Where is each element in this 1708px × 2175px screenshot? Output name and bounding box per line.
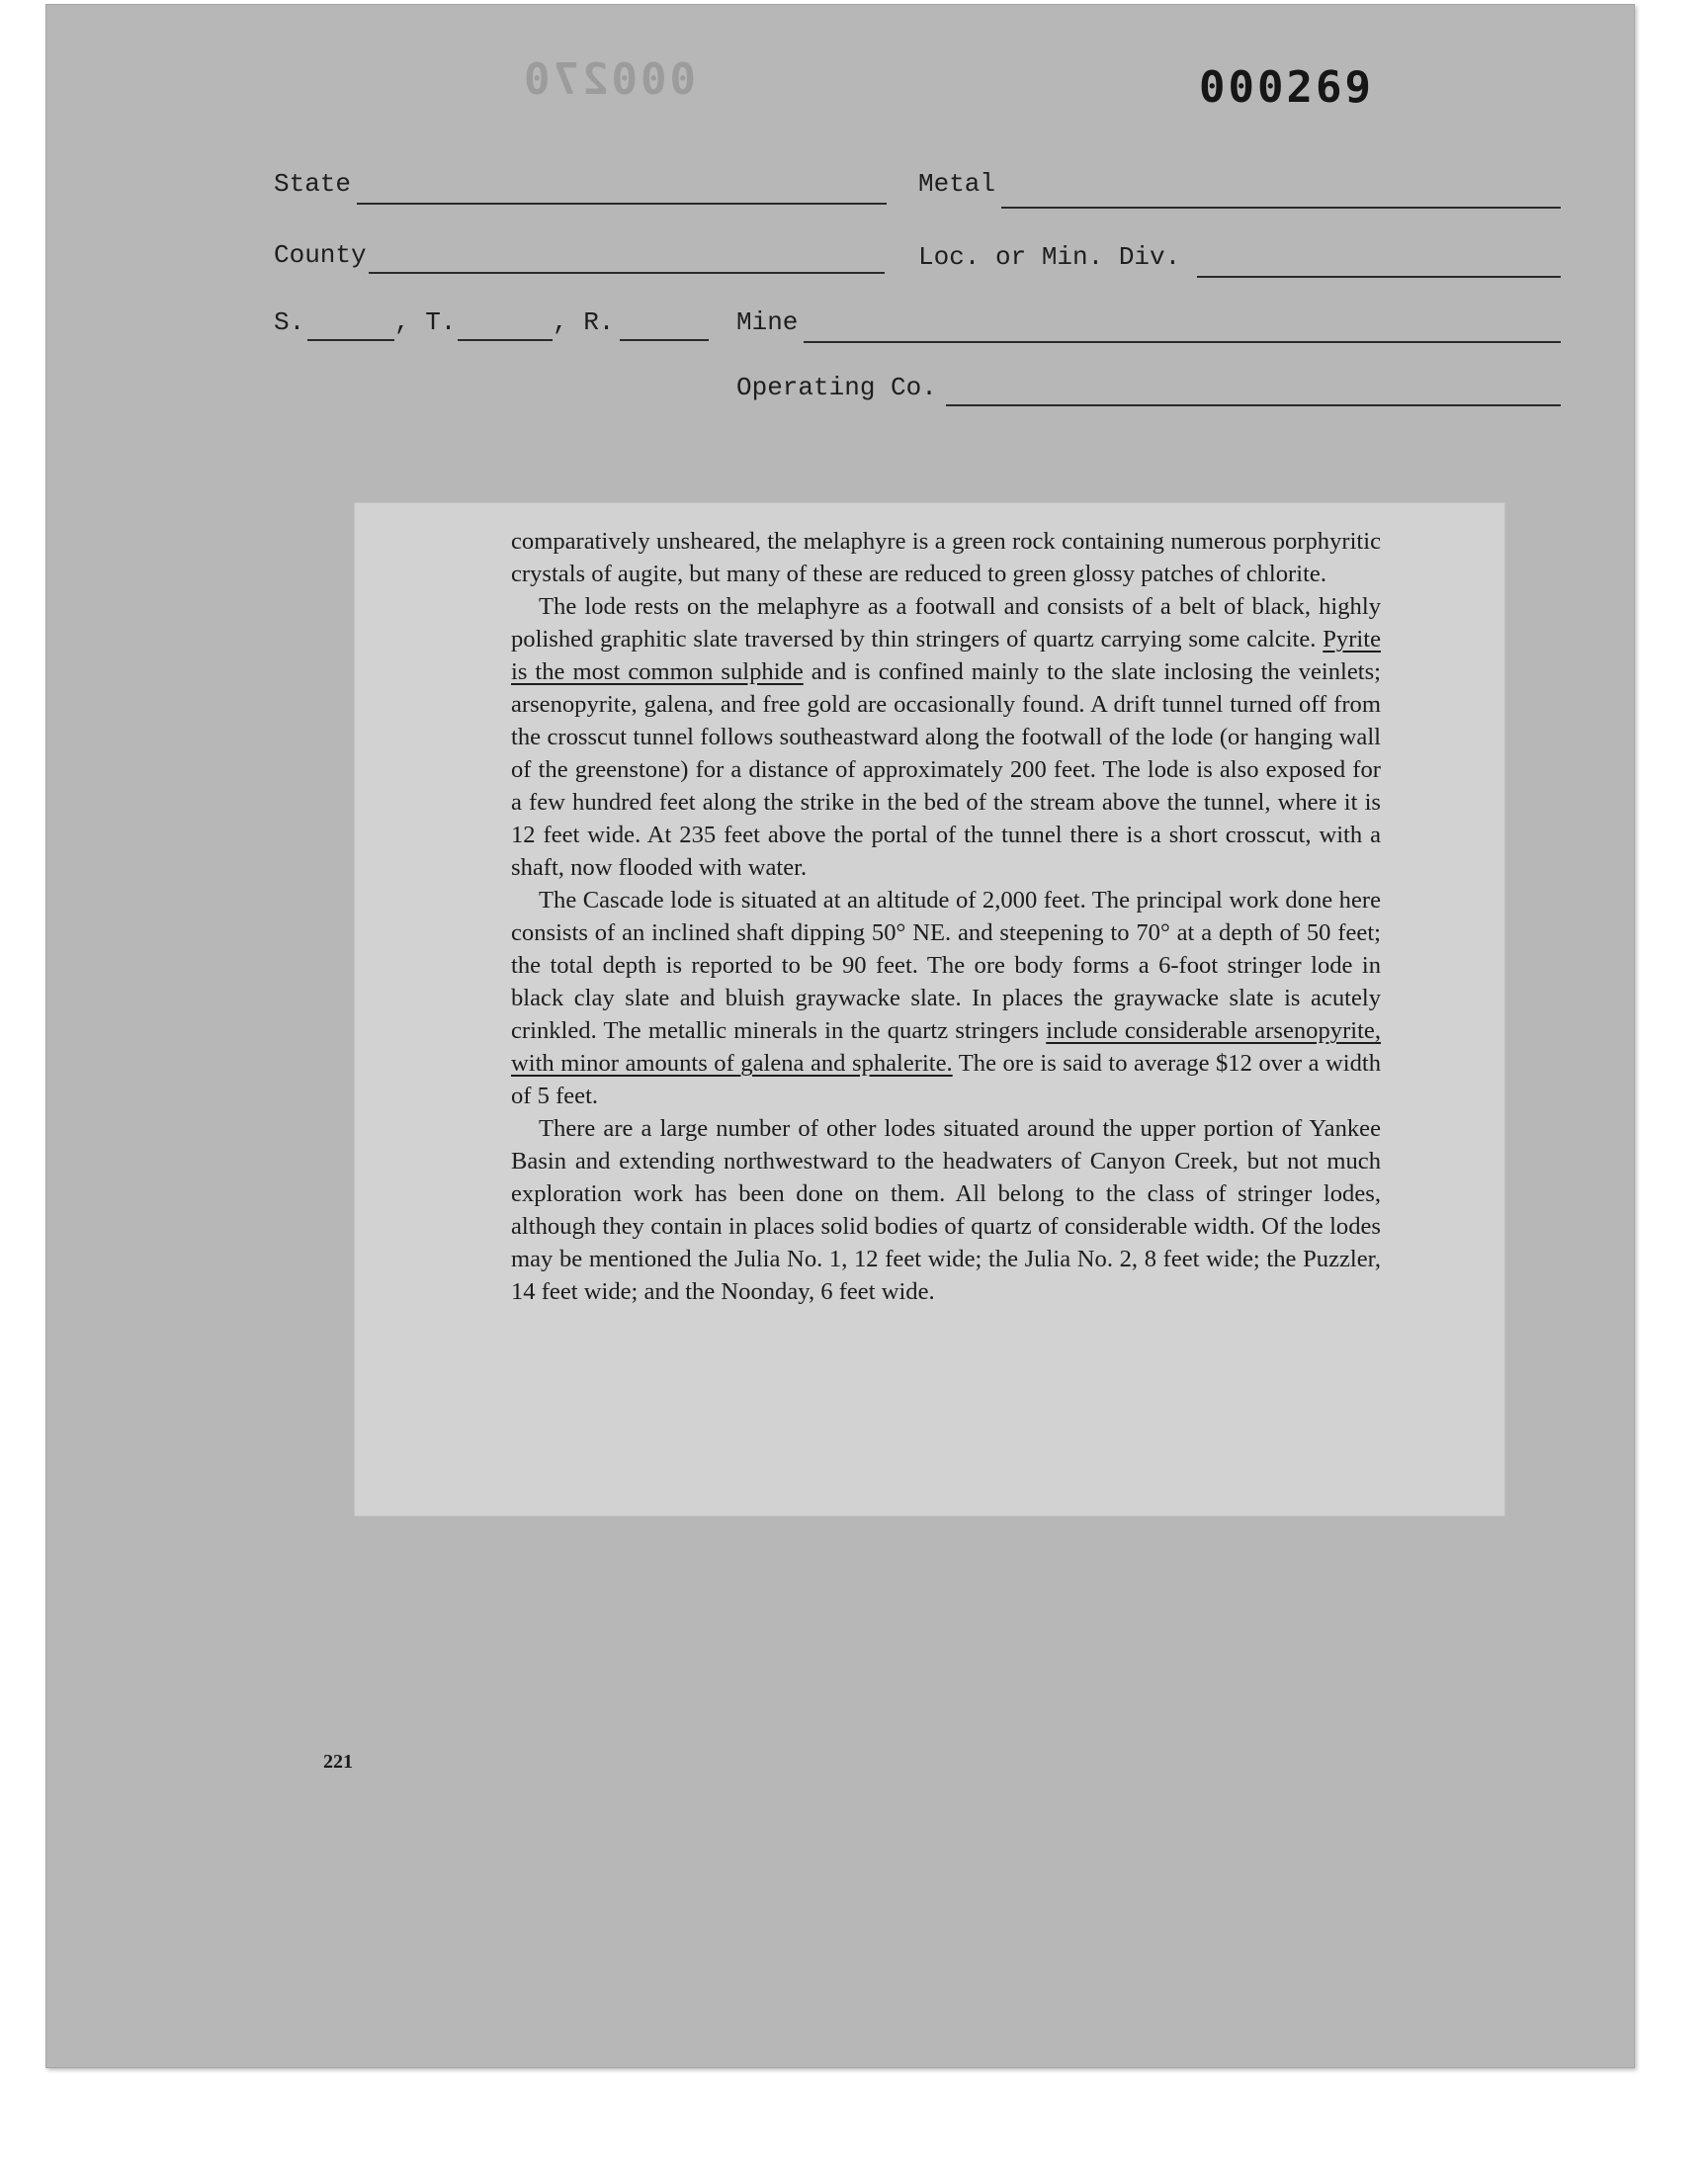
metal-field[interactable] (1001, 207, 1561, 209)
paragraph-2 (511, 590, 1381, 884)
article-text (511, 525, 1381, 1308)
document-sheet (45, 4, 1635, 2068)
township-field[interactable] (458, 339, 553, 341)
county-field[interactable] (369, 272, 885, 274)
faded-stamp-number: 000270 (521, 54, 696, 105)
underlined-pyrite-sentence: Pyrite is the most common sulphide (511, 626, 1381, 685)
paragraph-4: There are a large number of other lodes situated around the upper portion of Yankee Basin and extending northwestward to the headwaters of Canyon Creek, but not much exploration work has been done on them. All belong to the class of stringer lodes, although they contain in places solid bodies of quartz of considerable width. Of the lodes may be mentioned the Julia No. 1, 12 feet wide; the Julia No. 2, 8 feet wide; the Puzzler, 14 feet wide; and the Noonday, 6 feet wide. (511, 1115, 1381, 1305)
mine-field[interactable] (804, 341, 1561, 343)
paragraph-3 (511, 884, 1381, 1112)
state-label: State (274, 169, 352, 199)
section-label: S. (274, 307, 305, 337)
paragraph-1: comparatively unsheared, the melaphyre is a green rock containing numerous porphyritic crystals of augite, but many of these are reduced to green glossy patches of chlorite. (511, 528, 1381, 587)
section-field[interactable] (307, 339, 394, 341)
operating-co-field[interactable] (946, 404, 1561, 406)
paragraph-3-rest: The ore is said to average $12 over a width of 5 feet. (511, 1050, 1381, 1109)
text-clipping (354, 502, 1505, 1517)
metal-label: Metal (918, 169, 996, 199)
loc-min-div-field[interactable] (1197, 276, 1561, 278)
mine-label: Mine (736, 307, 799, 337)
underlined-minerals-sentence: include considerable arsenopyrite, with minor amounts of galena and sphalerite. (511, 1017, 1381, 1077)
state-field[interactable] (357, 203, 887, 205)
range-label: , R. (553, 307, 615, 337)
operating-co-label: Operating Co. (736, 373, 937, 402)
paragraph-2-rest: and is confined mainly to the slate inclosing the veinlets; arsenopyrite, galena, and free gold are occasionally found. A drift tunnel turned off from the crosscut tunnel follows southeastward along the footwall of the lode (or hanging wall of the greenstone) for a distance of approximately 200 feet. The lode is also exposed for a few hundred feet along the strike in the bed of the stream above the tunnel, where it is 12 feet wide. At 235 feet above the portal of the tunnel there is a short crosscut, with a shaft, now flooded with water. (511, 658, 1381, 881)
paragraph-3-start: The Cascade lode is situated at an altitude of 2,000 feet. The principal work done here consists of an inclined shaft dipping 50° NE. and steepening to 70° at a depth of 50 feet; the total depth is reported to be 90 feet. The ore body forms a 6-foot stringer lode in black clay slate and bluish graywacke slate. In places the graywacke slate is acutely crinkled. The metallic minerals in the quartz stringers (511, 887, 1381, 1044)
township-label: , T. (394, 307, 457, 337)
range-field[interactable] (620, 339, 709, 341)
loc-min-div-label: Loc. or Min. Div. (918, 242, 1181, 272)
document-stamp-number: 000269 (1199, 62, 1374, 113)
county-label: County (274, 240, 367, 270)
page-number: 221 (323, 1751, 353, 1773)
paragraph-2-start: The lode rests on the melaphyre as a footwall and consists of a belt of black, highly polished graphitic slate traversed by thin stringers of quartz carrying some calcite. (511, 593, 1381, 652)
